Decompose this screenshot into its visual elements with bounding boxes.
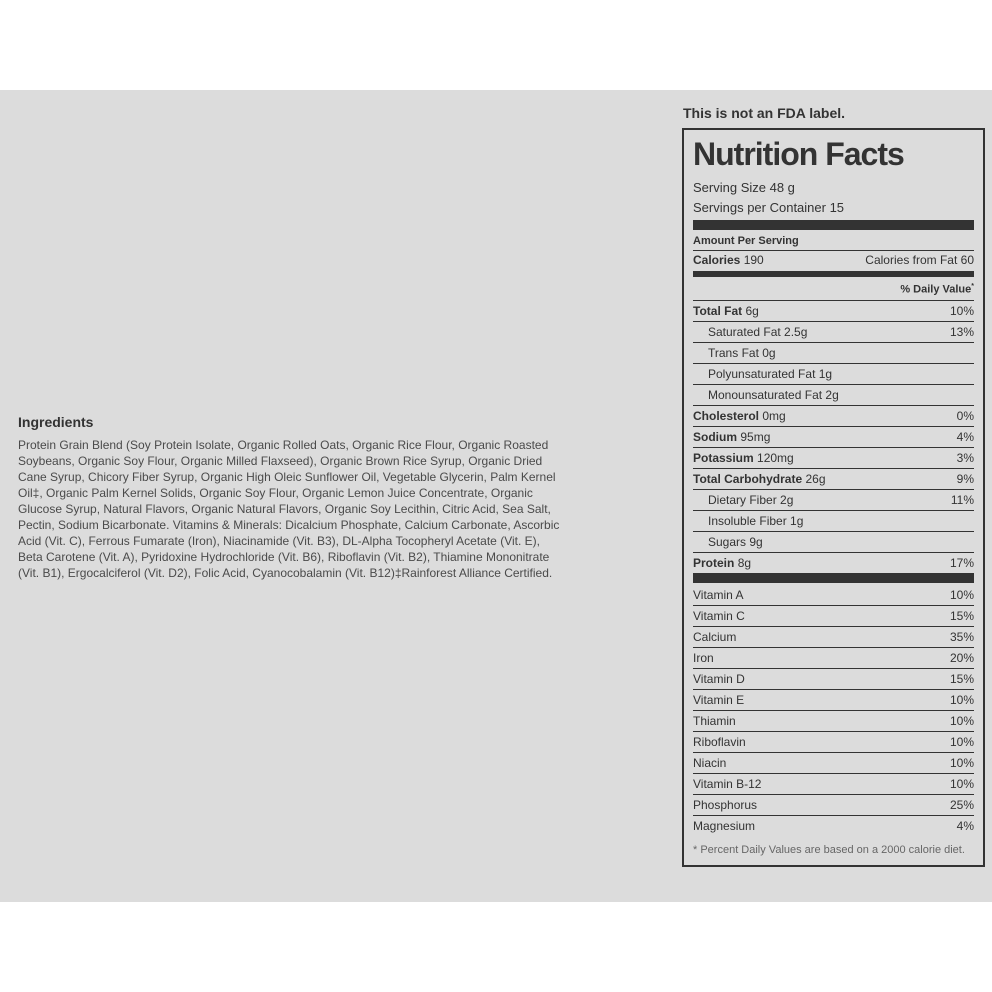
nutrient-label: Sugars 9g [708,534,763,549]
nutrient-label: Protein [693,555,735,570]
nutrient-row [693,322,974,343]
nutrient-amount: 6g [745,303,759,318]
nutrient-daily-value: 0% [956,408,974,423]
nutrient-name [693,553,751,573]
ingredients-text: Protein Grain Blend (Soy Protein Isolate, Organic Rolled Oats, Organic Rice Flour, Organic Roasted Soybeans, Organic Soy Flour, Organic Milled Flaxseed), Organic Brown Rice Syrup, Organic Dried Cane Syrup, Chicory Fiber Syrup, Organic High Oleic Sunflower Oil, Vegetable Glycerin, Palm Kernel Oil‡, Organic Palm Kernel Solids, Organic Soy Flour, Organic Lemon Juice Concentrate, Organic Glucose Syrup, Natural Flavors, Organic Natural Flavors, Organic Soy Lecithin, Citric Acid, Sea Salt, Pectin, Sodium Bicarbonate. Vitamins & Minerals: Dicalcium Phosphate, Calcium Carbonate, Ascorbic Acid (Vit. C), Ferrous Fumarate (Iron), Niacinamide (Vit. B3), DL-Alpha Tocopheryl Acetate (Vit. E), Beta Carotene (Vit. A), Pyridoxine Hydrochloride (Vit. B6), Riboflavin (Vit. B2), Thiamine Mononitrate (Vit. B1), Ergocalciferol (Vit. D2), Folic Acid, Cyanocobalamin (Vit. B12)‡Rainforest Alliance Certified. [18,438,560,580]
nutrition-facts-title: Nutrition Facts [693,136,904,172]
nutrient-row [693,343,974,364]
nutrient-row [693,301,974,322]
nutrient-daily-value: 10% [949,303,974,318]
vitamin-name: Vitamin A [693,587,744,602]
nutrient-row [693,469,974,490]
nutrient-name [693,301,759,321]
vitamin-row [693,669,974,690]
nutrient-name [693,427,770,447]
nutrient-label: Total Fat [693,303,743,318]
calories-label: Calories [693,253,741,267]
nutrient-amount: 8g [737,555,752,570]
nutrient-daily-value: 17% [949,555,974,570]
vitamin-daily-value: 10% [949,587,974,602]
thick-divider-vitamins [693,573,974,583]
nutrient-label: Cholesterol [693,408,760,423]
nutrient-label: Total Carbohydrate [693,471,803,486]
vitamin-daily-value: 15% [949,608,974,623]
vitamin-name: Phosphorus [693,797,758,812]
nutrient-name [693,448,794,468]
nutrient-row [693,553,974,573]
nutrient-name [693,364,832,384]
vitamin-name: Vitamin E [693,692,745,707]
vitamin-row [693,732,974,753]
daily-value-footnote: * Percent Daily Values are based on a 2000 calorie diet. [693,843,965,856]
nutrient-label: Saturated Fat 2.5g [708,324,808,339]
vitamin-row [693,648,974,669]
calories-from-fat: Calories from Fat 60 [865,253,974,267]
nutrient-amount: 120mg [757,450,794,465]
vitamin-daily-value: 10% [949,776,974,791]
nutrient-row [693,490,974,511]
vitamin-row [693,690,974,711]
calories [693,251,764,270]
nutrient-name [693,490,793,510]
nutrient-row [693,448,974,469]
thick-divider [693,220,974,230]
amount-per-serving: Amount Per Serving [693,232,974,251]
vitamin-name: Vitamin D [693,671,745,686]
nutrient-amount: 0mg [762,408,786,423]
vitamin-row [693,585,974,606]
vitamin-list [693,585,974,836]
vitamin-daily-value: 10% [949,713,974,728]
nutrient-daily-value: 11% [950,492,974,507]
nutrient-label: Insoluble Fiber 1g [708,513,804,528]
nutrition-facts-label [682,128,985,867]
calories-row [693,251,974,270]
nutrient-name [693,322,807,342]
nutrient-row [693,511,974,532]
vitamin-daily-value: 20% [949,650,974,665]
nutrient-row [693,385,974,406]
vitamin-daily-value: 10% [949,755,974,770]
nutrient-label: Dietary Fiber 2g [708,492,794,507]
vitamin-daily-value: 25% [949,797,974,812]
vitamin-name: Magnesium [693,818,756,833]
nutrient-label: Potassium [693,450,754,465]
serving-size: Serving Size 48 g [693,180,795,195]
vitamin-row [693,795,974,816]
nutrient-name [693,343,776,363]
vitamin-name: Vitamin B-12 [693,776,762,791]
vitamin-name: Iron [693,650,714,665]
nutrient-row [693,532,974,553]
vitamin-daily-value: 4% [956,818,974,833]
daily-value-asterisk: * [971,283,974,290]
fda-disclaimer: This is not an FDA label. [683,105,846,121]
vitamin-name: Thiamin [693,713,736,728]
nutrient-label: Sodium [693,429,737,444]
vitamin-daily-value: 10% [949,734,974,749]
vitamin-name: Calcium [693,629,737,644]
nutrient-amount: 95mg [740,429,771,444]
vitamin-name: Riboflavin [693,734,746,749]
vitamin-daily-value: 10% [949,692,974,707]
vitamin-daily-value: 35% [949,629,974,644]
vitamin-row [693,774,974,795]
vitamin-row [693,753,974,774]
nutrient-amount: 26g [805,471,826,486]
vitamin-daily-value: 15% [949,671,974,686]
ingredients-section [18,414,563,581]
nutrient-label: Monounsaturated Fat 2g [708,387,839,402]
nutrient-daily-value: 3% [956,450,974,465]
vitamin-row [693,627,974,648]
servings-per-container: Servings per Container 15 [693,200,845,215]
nutrient-daily-value: 9% [956,471,974,486]
nutrient-label: Trans Fat 0g [708,345,776,360]
vitamin-name: Vitamin C [693,608,745,623]
nutrient-daily-value: 13% [949,324,974,339]
vitamin-row [693,711,974,732]
daily-value-header [693,277,974,301]
vitamin-row [693,816,974,836]
calories-value: 190 [743,253,764,267]
daily-value-header-text: % Daily Value [900,283,972,296]
nutrient-row [693,427,974,448]
ingredients-heading: Ingredients [18,414,94,430]
nutrient-row [693,406,974,427]
vitamin-name: Niacin [693,755,727,770]
nutrient-row [693,364,974,385]
nutrient-list [693,301,974,573]
nutrient-name [693,532,763,552]
vitamin-row [693,606,974,627]
nutrient-name [693,469,826,489]
nutrient-name [693,406,786,426]
nutrient-label: Polyunsaturated Fat 1g [708,366,833,381]
nutrient-name [693,385,839,405]
nutrient-name [693,511,803,531]
nutrient-daily-value: 4% [956,429,974,444]
